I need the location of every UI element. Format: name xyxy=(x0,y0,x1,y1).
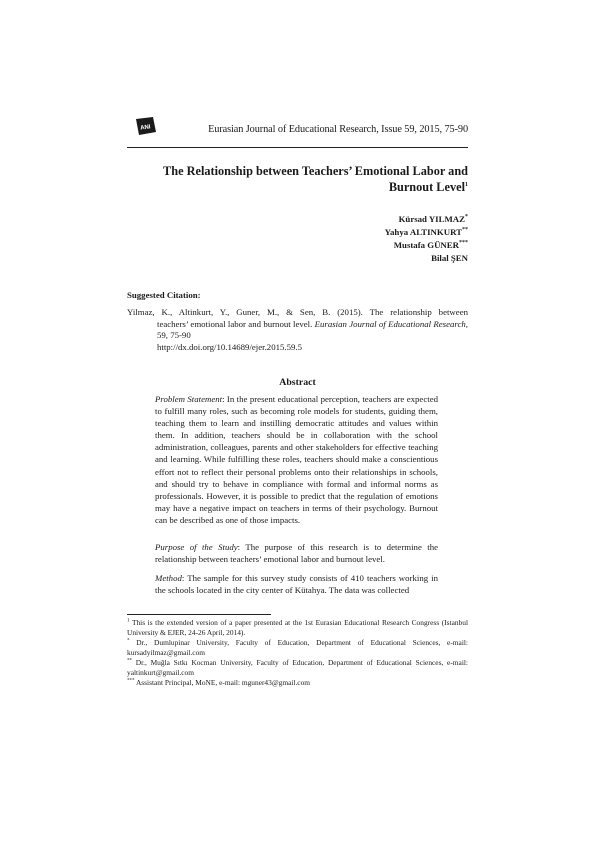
abstract-text: : The purpose of this research is to determine the relationship between teachers’ emotional labor and burnout level. xyxy=(155,542,438,565)
abstract-text: : The sample for this survey study consists of 410 teachers working in the schools located in the city center of Kütahya. The data was collected xyxy=(155,573,438,596)
footnote-text: Dr., Dumlupinar University, Faculty of Education, Department of Educational Sciences, e-mail: kursadyilmaz@gmail.com xyxy=(127,638,468,657)
footnote-mark: 1 xyxy=(127,618,130,624)
citation-journal: Eurasian Journal of Educational Research, xyxy=(314,318,468,329)
abstract-label: Method xyxy=(155,573,182,583)
journal-running-header: Eurasian Journal of Educational Research, Issue 59, 2015, 75-90 xyxy=(208,124,468,135)
footnotes xyxy=(127,618,468,688)
author-mark: * xyxy=(465,214,468,221)
author-list xyxy=(127,213,468,265)
author-name: Mustafa GÜNER xyxy=(393,240,459,250)
header-rule xyxy=(127,147,468,148)
citation-doi-link[interactable]: http://dx.doi.org/10.14689/ejer.2015.59.5 xyxy=(157,341,302,352)
author xyxy=(127,239,468,252)
author-mark: *** xyxy=(459,240,468,247)
title-line-1: The Relationship between Teachers’ Emotional Labor and xyxy=(163,164,468,178)
paper-title xyxy=(127,163,468,195)
author xyxy=(127,252,468,265)
title-line-2 xyxy=(127,179,468,195)
footnote-rule xyxy=(127,614,271,615)
abstract-method xyxy=(155,572,438,596)
journal-logo-text: ANI xyxy=(139,124,151,132)
footnote-mark: * xyxy=(127,638,130,644)
title-footnote-mark: 1 xyxy=(465,181,468,188)
footnote-text: This is the extended version of a paper presented at the 1st Eurasian Educational Research Congress (Istanbul University & EJER, 24-26 April, 2014). xyxy=(127,618,468,637)
citation-line-1: Yilmaz, K., Altinkurt, Y., Guner, M., & Sen, B. (2015). The relationship between xyxy=(127,307,468,317)
citation-text: teachers’ emotional labor and burnout level. xyxy=(157,318,313,329)
citation-line-2 xyxy=(127,319,468,342)
footnote-mark: ** xyxy=(127,658,132,664)
author-name: Bilal ŞEN xyxy=(431,253,468,263)
footnote-text: Dr., Muğla Sıtkı Kocman University, Faculty of Education, Department of Educational Sciences, e-mail: yaltinkurt@gmail.com xyxy=(127,658,468,677)
citation-volume: 59, 75-90 xyxy=(157,330,191,340)
journal-logo xyxy=(135,117,157,135)
footnote xyxy=(127,658,468,678)
abstract-purpose xyxy=(155,541,438,565)
footnote xyxy=(127,678,468,688)
author xyxy=(127,226,468,239)
abstract-label: Purpose of the Study xyxy=(155,542,238,552)
abstract-problem-statement xyxy=(155,393,438,526)
author xyxy=(127,213,468,226)
author-mark: ** xyxy=(462,227,468,234)
author-name: Yahya ALTINKURT xyxy=(384,227,462,237)
title-line-2-text: Burnout Level xyxy=(388,180,465,194)
footnote-text: Assistant Principal, MoNE, e-mail: mguner43@gmail.com xyxy=(134,678,311,687)
author-name: Kürsad YILMAZ xyxy=(398,214,465,224)
citation xyxy=(127,307,468,353)
footnote xyxy=(127,618,468,638)
abstract-heading: Abstract xyxy=(279,377,316,388)
citation-heading: Suggested Citation: xyxy=(127,290,201,300)
abstract-label: Problem Statement xyxy=(155,394,223,404)
abstract-text: : In the present educational perception, teachers are expected to fulfill many roles, such as becoming role models for students, guiding them, teaching them to learn and instilling democratic attitudes and values within them. In addition, teachers should be in collaboration with the school administration, colleagues, parents and other stakeholders for effective teaching and learning. While fulfilling these roles, teachers should make a conscientious effort not to reflect their personal problems onto their relationships in schools, and should try to behave in compliance with formal and informal norms as professionals. However, it is possible to predict that the regulation of emotions may have a negative impact on teachers in terms of their psychology. Burnout can be described as one of those impacts. xyxy=(155,394,438,525)
footnote xyxy=(127,638,468,658)
footnote-mark: *** xyxy=(127,678,135,684)
